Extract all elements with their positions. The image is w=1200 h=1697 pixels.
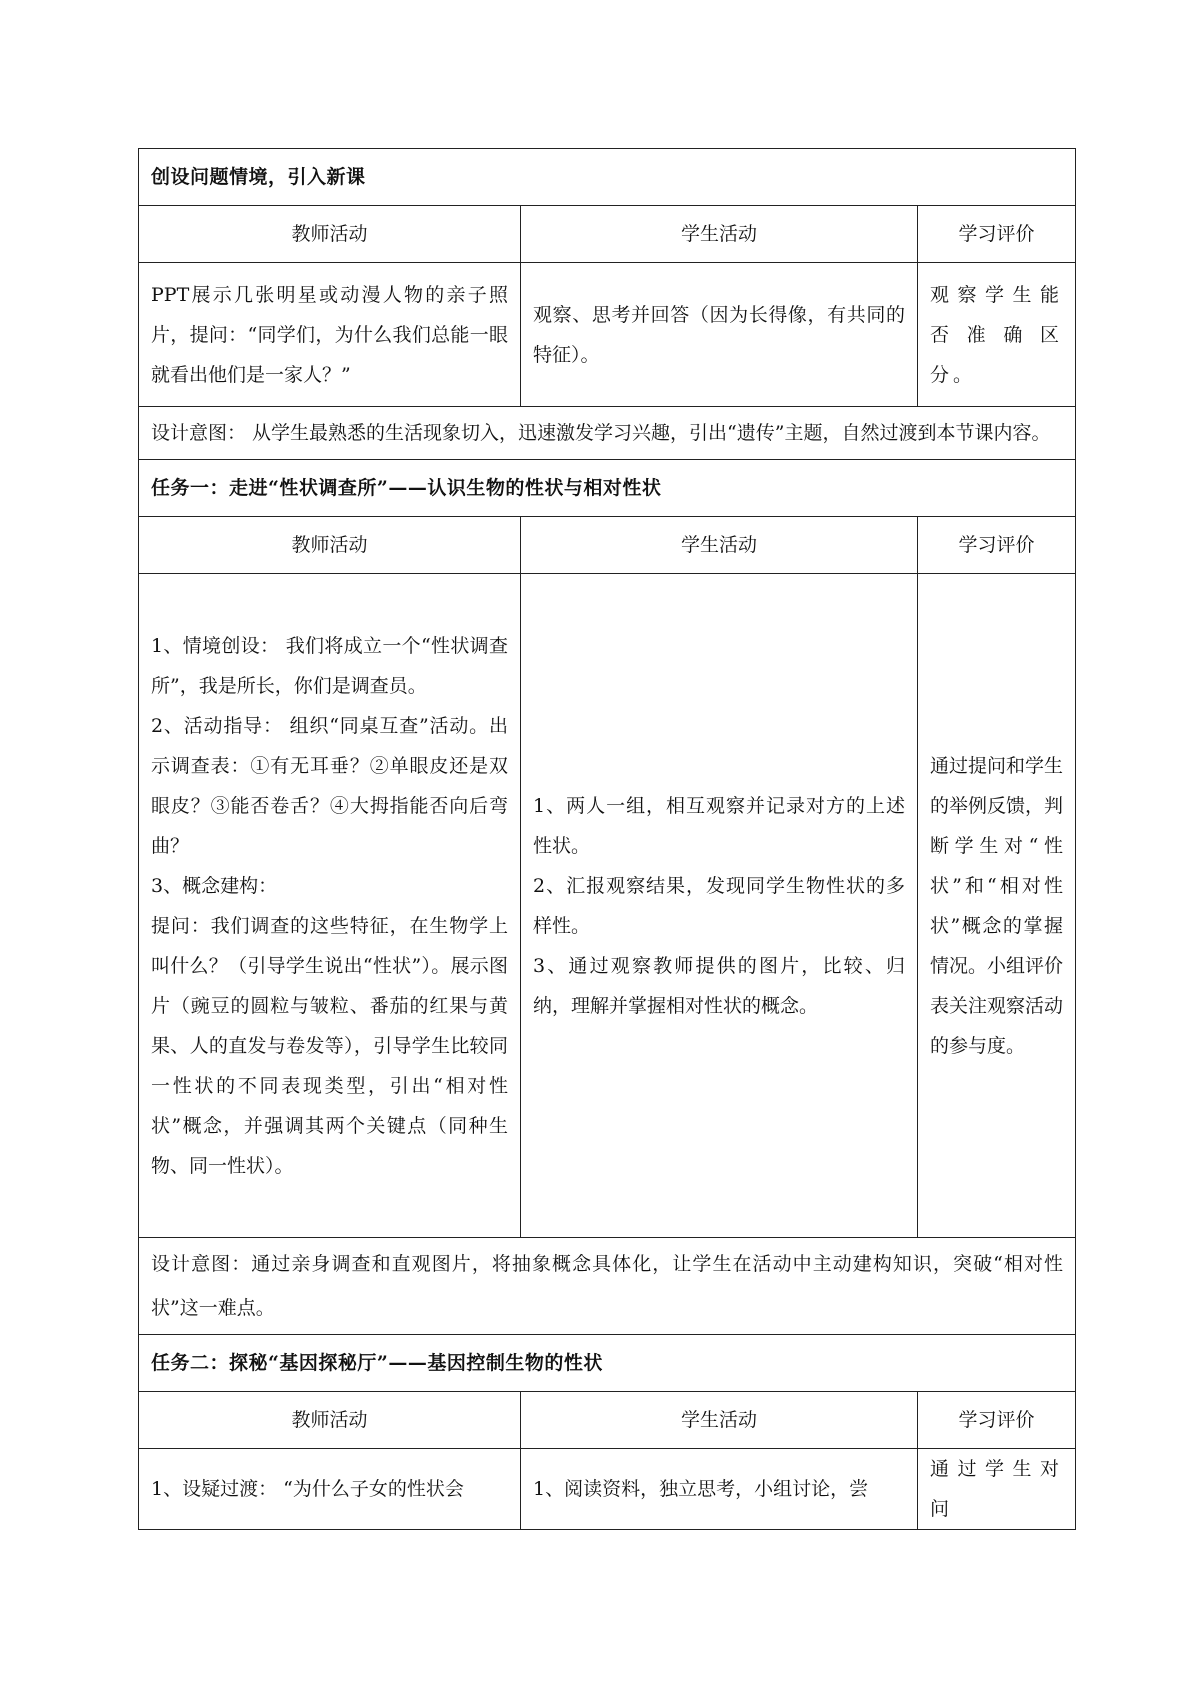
lesson-plan-page [138,148,1075,1530]
evaluation-cell: 通过学生对问 [918,1449,1076,1530]
column-header-row [139,1392,1076,1449]
section-title-row [139,460,1076,517]
header-student-activity: 学生活动 [521,1392,918,1449]
header-learning-evaluation: 学习评价 [918,517,1076,574]
column-header-row [139,206,1076,263]
student-activity-cell [521,574,918,1238]
evaluation-cell: 观察学生能否准确区分。 [918,263,1076,407]
header-learning-evaluation: 学习评价 [918,1392,1076,1449]
activity-row [139,1449,1076,1530]
section-title: 任务一：走进“性状调查所”——认识生物的性状与相对性状 [139,460,1076,517]
header-teacher-activity: 教师活动 [139,206,521,263]
header-student-activity: 学生活动 [521,206,918,263]
student-step-3: 3、通过观察教师提供的图片，比较、归纳，理解并掌握相对性状的概念。 [533,954,905,1017]
column-header-row [139,517,1076,574]
student-activity-cell: 观察、思考并回答（因为长得像，有共同的特征）。 [521,263,918,407]
header-student-activity: 学生活动 [521,517,918,574]
student-step-2: 2、汇报观察结果，发现同学生物性状的多样性。 [533,874,905,937]
design-intent: 设计意图：通过亲身调查和直观图片，将抽象概念具体化，让学生在活动中主动建构知识，突破“相对性状”这一难点。 [139,1238,1076,1335]
teacher-activity-cell: PPT展示几张明星或动漫人物的亲子照片，提问：“同学们，为什么我们总能一眼就看出他们是一家人？” [139,263,521,407]
design-intent: 设计意图： 从学生最熟悉的生活现象切入，迅速激发学习兴趣，引出“遗传”主题，自然过渡到本节课内容。 [139,407,1076,460]
activity-row [139,574,1076,1238]
header-teacher-activity: 教师活动 [139,517,521,574]
teacher-step-1: 1、情境创设： 我们将成立一个“性状调查所”，我是所长，你们是调查员。 [151,634,508,697]
student-step-1: 1、两人一组，相互观察并记录对方的上述性状。 [533,794,905,857]
header-teacher-activity: 教师活动 [139,1392,521,1449]
student-activity-cell: 1、阅读资料，独立思考，小组讨论，尝 [521,1449,918,1530]
section-title: 创设问题情境，引入新课 [139,149,1076,206]
teacher-activity-cell [139,574,521,1238]
header-learning-evaluation: 学习评价 [918,206,1076,263]
section-title-row [139,1335,1076,1392]
section-title: 任务二：探秘“基因探秘厅”——基因控制生物的性状 [139,1335,1076,1392]
evaluation-cell: 通过提问和学生的举例反馈，判断学生对“性状”和“相对性状”概念的掌握情况。小组评价表关注观察活动的参与度。 [918,574,1076,1238]
activity-row [139,263,1076,407]
teacher-step-3: 3、概念建构： [151,874,278,897]
teacher-step-3-detail: 提问：我们调查的这些特征，在生物学上叫什么？（引导学生说出“性状”）。展示图片（豌豆的圆粒与皱粒、番茄的红果与黄果、人的直发与卷发等），引导学生比较同一性状的不同表现类型，引出“相对性状”概念，并强调其两个关键点（同种生物、同一性状）。 [151,914,508,1177]
section-title-row [139,149,1076,206]
teacher-step-2: 2、活动指导： 组织“同桌互查”活动。出示调查表：①有无耳垂？②单眼皮还是双眼皮？③能否卷舌？④大拇指能否向后弯曲？ [151,714,508,857]
design-intent-row [139,1238,1076,1335]
design-intent-row [139,407,1076,460]
teacher-activity-cell: 1、设疑过渡： “为什么子女的性状会 [139,1449,521,1530]
lesson-plan-table [138,148,1076,1530]
